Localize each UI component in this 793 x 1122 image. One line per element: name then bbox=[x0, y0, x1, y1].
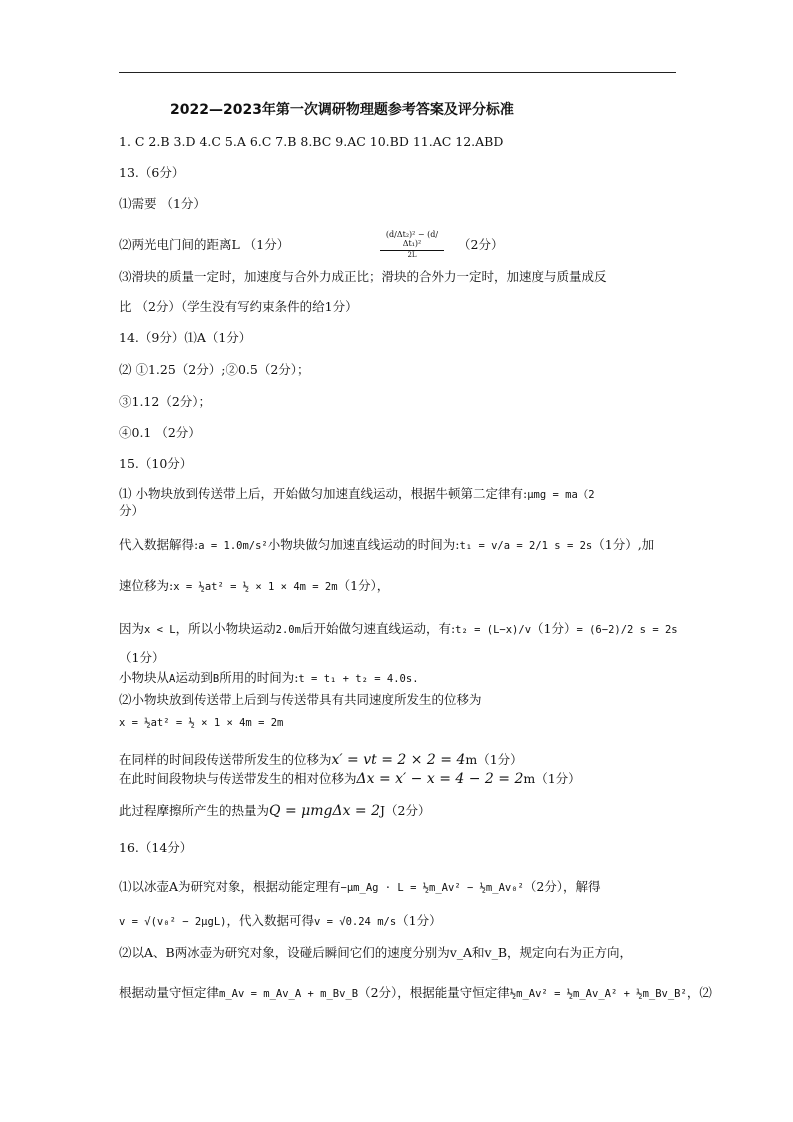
q14-part3: ③1.12（2分）； bbox=[119, 394, 212, 409]
q15-line4-text-c: 后开始做匀速直线运动，有: bbox=[300, 621, 456, 636]
q15-line4-text-a: 因为 bbox=[119, 621, 145, 636]
q14-part2: ⑵ ①1.25（2分）;②0.5（2分）； bbox=[119, 362, 310, 377]
q15-line4-formula-d: = (6−2)/2 s = 2s bbox=[576, 624, 678, 636]
q15-line2-text-b: 小物块做匀加速直线运动的时间为: bbox=[267, 537, 460, 552]
q16-line1-text-b: （2分），解得 bbox=[523, 879, 601, 894]
q15-line6-point-b: B bbox=[212, 673, 220, 685]
q15-line11-formula: Q = μmgΔx = 2 bbox=[269, 803, 381, 819]
q15-line10-formula: Δx = x′ − x = 4 − 2 = 2 bbox=[356, 771, 524, 787]
top-rule bbox=[119, 72, 676, 73]
q16-heading: 16.（14分） bbox=[119, 840, 193, 855]
q13-part3-line2: 比 （2分）（学生没有写约束条件的给1分） bbox=[119, 299, 358, 314]
q15-line2-formula-b: t₁ = v/a = 2/1 s = 2s bbox=[459, 540, 593, 552]
q13-formula-denominator: 2L bbox=[407, 251, 417, 259]
q15-line6 bbox=[119, 670, 419, 687]
q14-part4: ④0.1 （2分） bbox=[119, 425, 201, 440]
q13-formula bbox=[380, 230, 444, 259]
q13-part2-text: ⑵两光电门间的距离L （1分） bbox=[119, 237, 290, 252]
q16-line2-formula-b: v = √0.24 m/s bbox=[313, 916, 397, 928]
q15-line9 bbox=[119, 752, 523, 768]
q15-line4-text-d: （1分） bbox=[531, 621, 577, 636]
q16-line4 bbox=[119, 985, 712, 1002]
q15-line3-text-a: 速位移为: bbox=[119, 578, 174, 593]
q15-line6-text-a: 小物块从 bbox=[119, 670, 170, 685]
q15-line10 bbox=[119, 771, 581, 787]
q15-line1-formula: μmg = ma（2 bbox=[527, 489, 595, 501]
q15-line3 bbox=[119, 578, 389, 595]
q16-line2-formula-a: v = √(v₀² − 2μgL) bbox=[119, 916, 227, 928]
q15-line6-point-a: A bbox=[169, 673, 176, 685]
q15-line5: （1分） bbox=[119, 650, 165, 665]
q15-line9-text-a: 在同样的时间段传送带所发生的位移为 bbox=[119, 752, 332, 767]
q15-line9-text-b: m（1分） bbox=[465, 752, 523, 767]
q13-formula-numerator: (d/Δt₂)² − (d/Δt₁)² bbox=[380, 230, 444, 251]
q15-heading: 15.（10分） bbox=[119, 456, 193, 471]
q15-line6-formula: t = t₁ + t₂ = 4.0s. bbox=[298, 673, 419, 685]
q14-heading: 14.（9分）⑴A（1分） bbox=[119, 330, 252, 345]
q15-line4-formula-c: t₂ = (L−x)/v bbox=[455, 624, 532, 636]
q16-line2-text-b: （1分） bbox=[396, 913, 442, 928]
q15-line3-formula: x = ½at² = ½ × 1 × 4m = 2m bbox=[173, 581, 338, 593]
q15-line4 bbox=[119, 621, 678, 638]
q15-line1-text: ⑴ 小物块放到传送带上后，开始做匀加速直线运动，根据牛顿第二定律有: bbox=[119, 486, 528, 501]
q15-line1 bbox=[119, 486, 595, 503]
q15-line7: ⑵小物块放到传送带上后到与传送带具有共同速度所发生的位移为 bbox=[119, 692, 482, 707]
q15-line11-text-a: 此过程摩擦所产生的热量为 bbox=[119, 803, 270, 818]
q16-line4-text-b: （2分），根据能量守恒定律 bbox=[358, 985, 510, 1000]
q15-line8-formula: x = ½at² = ½ × 1 × 4m = 2m bbox=[119, 717, 284, 729]
q16-line1-text-a: ⑴以冰壶A为研究对象，根据动能定理有 bbox=[119, 879, 341, 894]
page-title: 2022—2023年第一次调研物理题参考答案及评分标准 bbox=[170, 102, 514, 118]
q15-line10-text-a: 在此时间段物块与传送带发生的相对位移为 bbox=[119, 771, 357, 786]
q16-line2-text-a: ，代入数据可得 bbox=[226, 913, 314, 928]
q16-line4-formula-b: ½m_Av² = ½m_Av_A² + ½m_Bv_B² bbox=[509, 988, 687, 1000]
q16-line4-text-c: ，⑵ bbox=[686, 985, 712, 1000]
q13-part2-score: （2分） bbox=[458, 237, 504, 252]
q15-line2-text-c: （1分）,加 bbox=[592, 537, 655, 552]
q16-line2 bbox=[119, 913, 442, 930]
q15-line11-text-b: J（2分） bbox=[380, 803, 431, 818]
q15-line3-text-b: （1分）， bbox=[337, 578, 390, 593]
q15-line1b: 分） bbox=[119, 503, 145, 518]
q15-line10-text-b: m（1分） bbox=[523, 771, 581, 786]
q16-line1-formula: −μm_Ag · L = ½m_Av² − ½m_Av₀² bbox=[340, 882, 524, 894]
q15-line4-text-b: ，所以小物块运动 bbox=[175, 621, 276, 636]
q15-line6-text-e: 所用的时间为: bbox=[219, 670, 299, 685]
q16-line4-text-a: 根据动量守恒定律 bbox=[119, 985, 220, 1000]
q13-part3-line1: ⑶滑块的质量一定时，加速度与合外力成正比；滑块的合外力一定时，加速度与质量成反 bbox=[119, 269, 607, 284]
q15-line11 bbox=[119, 803, 430, 819]
q15-line6-text-c: 运动到 bbox=[175, 670, 213, 685]
q15-line2 bbox=[119, 537, 654, 554]
q15-line4-formula-b: 2.0m bbox=[275, 624, 301, 636]
q16-line4-formula-a: m_Av = m_Av_A + m_Bv_B bbox=[219, 988, 359, 1000]
q15-line2-formula-a: a = 1.0m/s² bbox=[198, 540, 268, 552]
q15-line2-text-a: 代入数据解得: bbox=[119, 537, 199, 552]
q15-line9-formula: x′ = vt = 2 × 2 = 4 bbox=[331, 752, 466, 768]
q16-line1 bbox=[119, 879, 601, 896]
q16-line3: ⑵以A、B两冰壶为研究对象，设碰后瞬间它们的速度分别为v_A和v_B，规定向右为正方向， bbox=[119, 945, 633, 960]
q13-part1: ⑴需要 （1分） bbox=[119, 196, 206, 211]
q13-heading: 13.（6分） bbox=[119, 165, 185, 180]
q1-12-answers: 1. C 2.B 3.D 4.C 5.A 6.C 7.B 8.BC 9.AC 10.BD 11.AC 12.ABD bbox=[119, 134, 504, 149]
q15-line4-formula-a: x < L bbox=[144, 624, 176, 636]
